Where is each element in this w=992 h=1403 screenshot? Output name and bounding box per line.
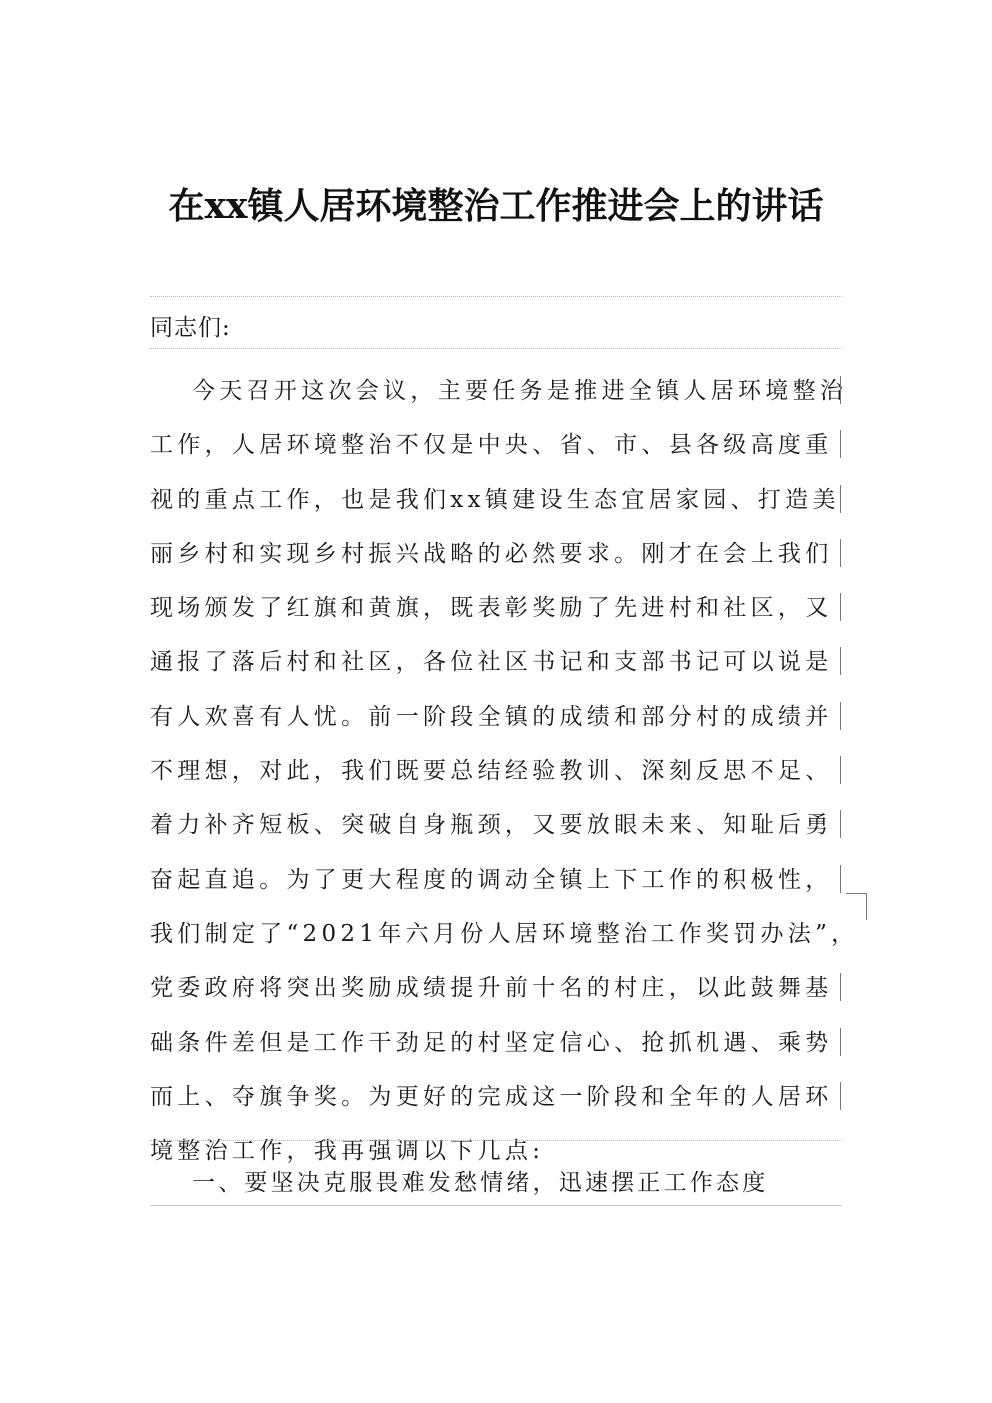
divider xyxy=(150,348,842,349)
divider xyxy=(150,1205,842,1206)
divider xyxy=(150,1140,842,1141)
paragraph-line: 着力补齐短板、突破自身瓶颈，又要放眼未来、知耻后勇 xyxy=(150,798,850,852)
paragraph-line: 党委政府将突出奖励成绩提升前十名的村庄，以此鼓舞基 xyxy=(150,961,850,1015)
paragraph-line: 工作，人居环境整治不仅是中央、省、市、县各级高度重 xyxy=(150,418,850,472)
paragraph-line: 不理想，对此，我们既要总结经验教训、深刻反思不足、 xyxy=(150,744,850,798)
line-overflow-mark xyxy=(846,893,867,920)
paragraph-line: 视的重点工作，也是我们xx镇建设生态宜居家园、打造美 xyxy=(150,473,850,527)
paragraph-line: 我们制定了“2021年六月份人居环境整治工作奖罚办法”， xyxy=(150,920,859,947)
paragraph-line: 而上、夺旗争奖。为更好的完成这一阶段和全年的人居环 xyxy=(150,1070,850,1124)
paragraph-line: 通报了落后村和社区，各位社区书记和支部书记可以说是 xyxy=(150,635,850,689)
paragraph-line: 丽乡村和实现乡村振兴战略的必然要求。刚才在会上我们 xyxy=(150,527,850,581)
section-heading: 一、要坚决克服畏难发愁情绪，迅速摆正工作态度 xyxy=(192,1170,769,1196)
paragraph-line: 境整治工作，我再强调以下几点: xyxy=(150,1138,545,1165)
paragraph-line: 奋起直追。为了更大程度的调动全镇上下工作的积极性， xyxy=(150,853,850,907)
divider xyxy=(150,296,842,297)
document-title: 在xx镇人居环境整治工作推进会上的讲话 xyxy=(168,185,824,228)
paragraph-line: 有人欢喜有人忧。前一阶段全镇的成绩和部分村的成绩并 xyxy=(150,690,850,744)
paragraph-line: 今天召开这次会议，主要任务是推进全镇人居环境整治 xyxy=(150,364,850,418)
salutation: 同志们: xyxy=(150,315,231,341)
body-paragraph xyxy=(150,364,859,1178)
paragraph-line: 现场颁发了红旗和黄旗，既表彰奖励了先进村和社区，又 xyxy=(150,581,850,635)
paragraph-line: 础条件差但是工作干劲足的村坚定信心、抢抓机遇、乘势 xyxy=(150,1016,850,1070)
